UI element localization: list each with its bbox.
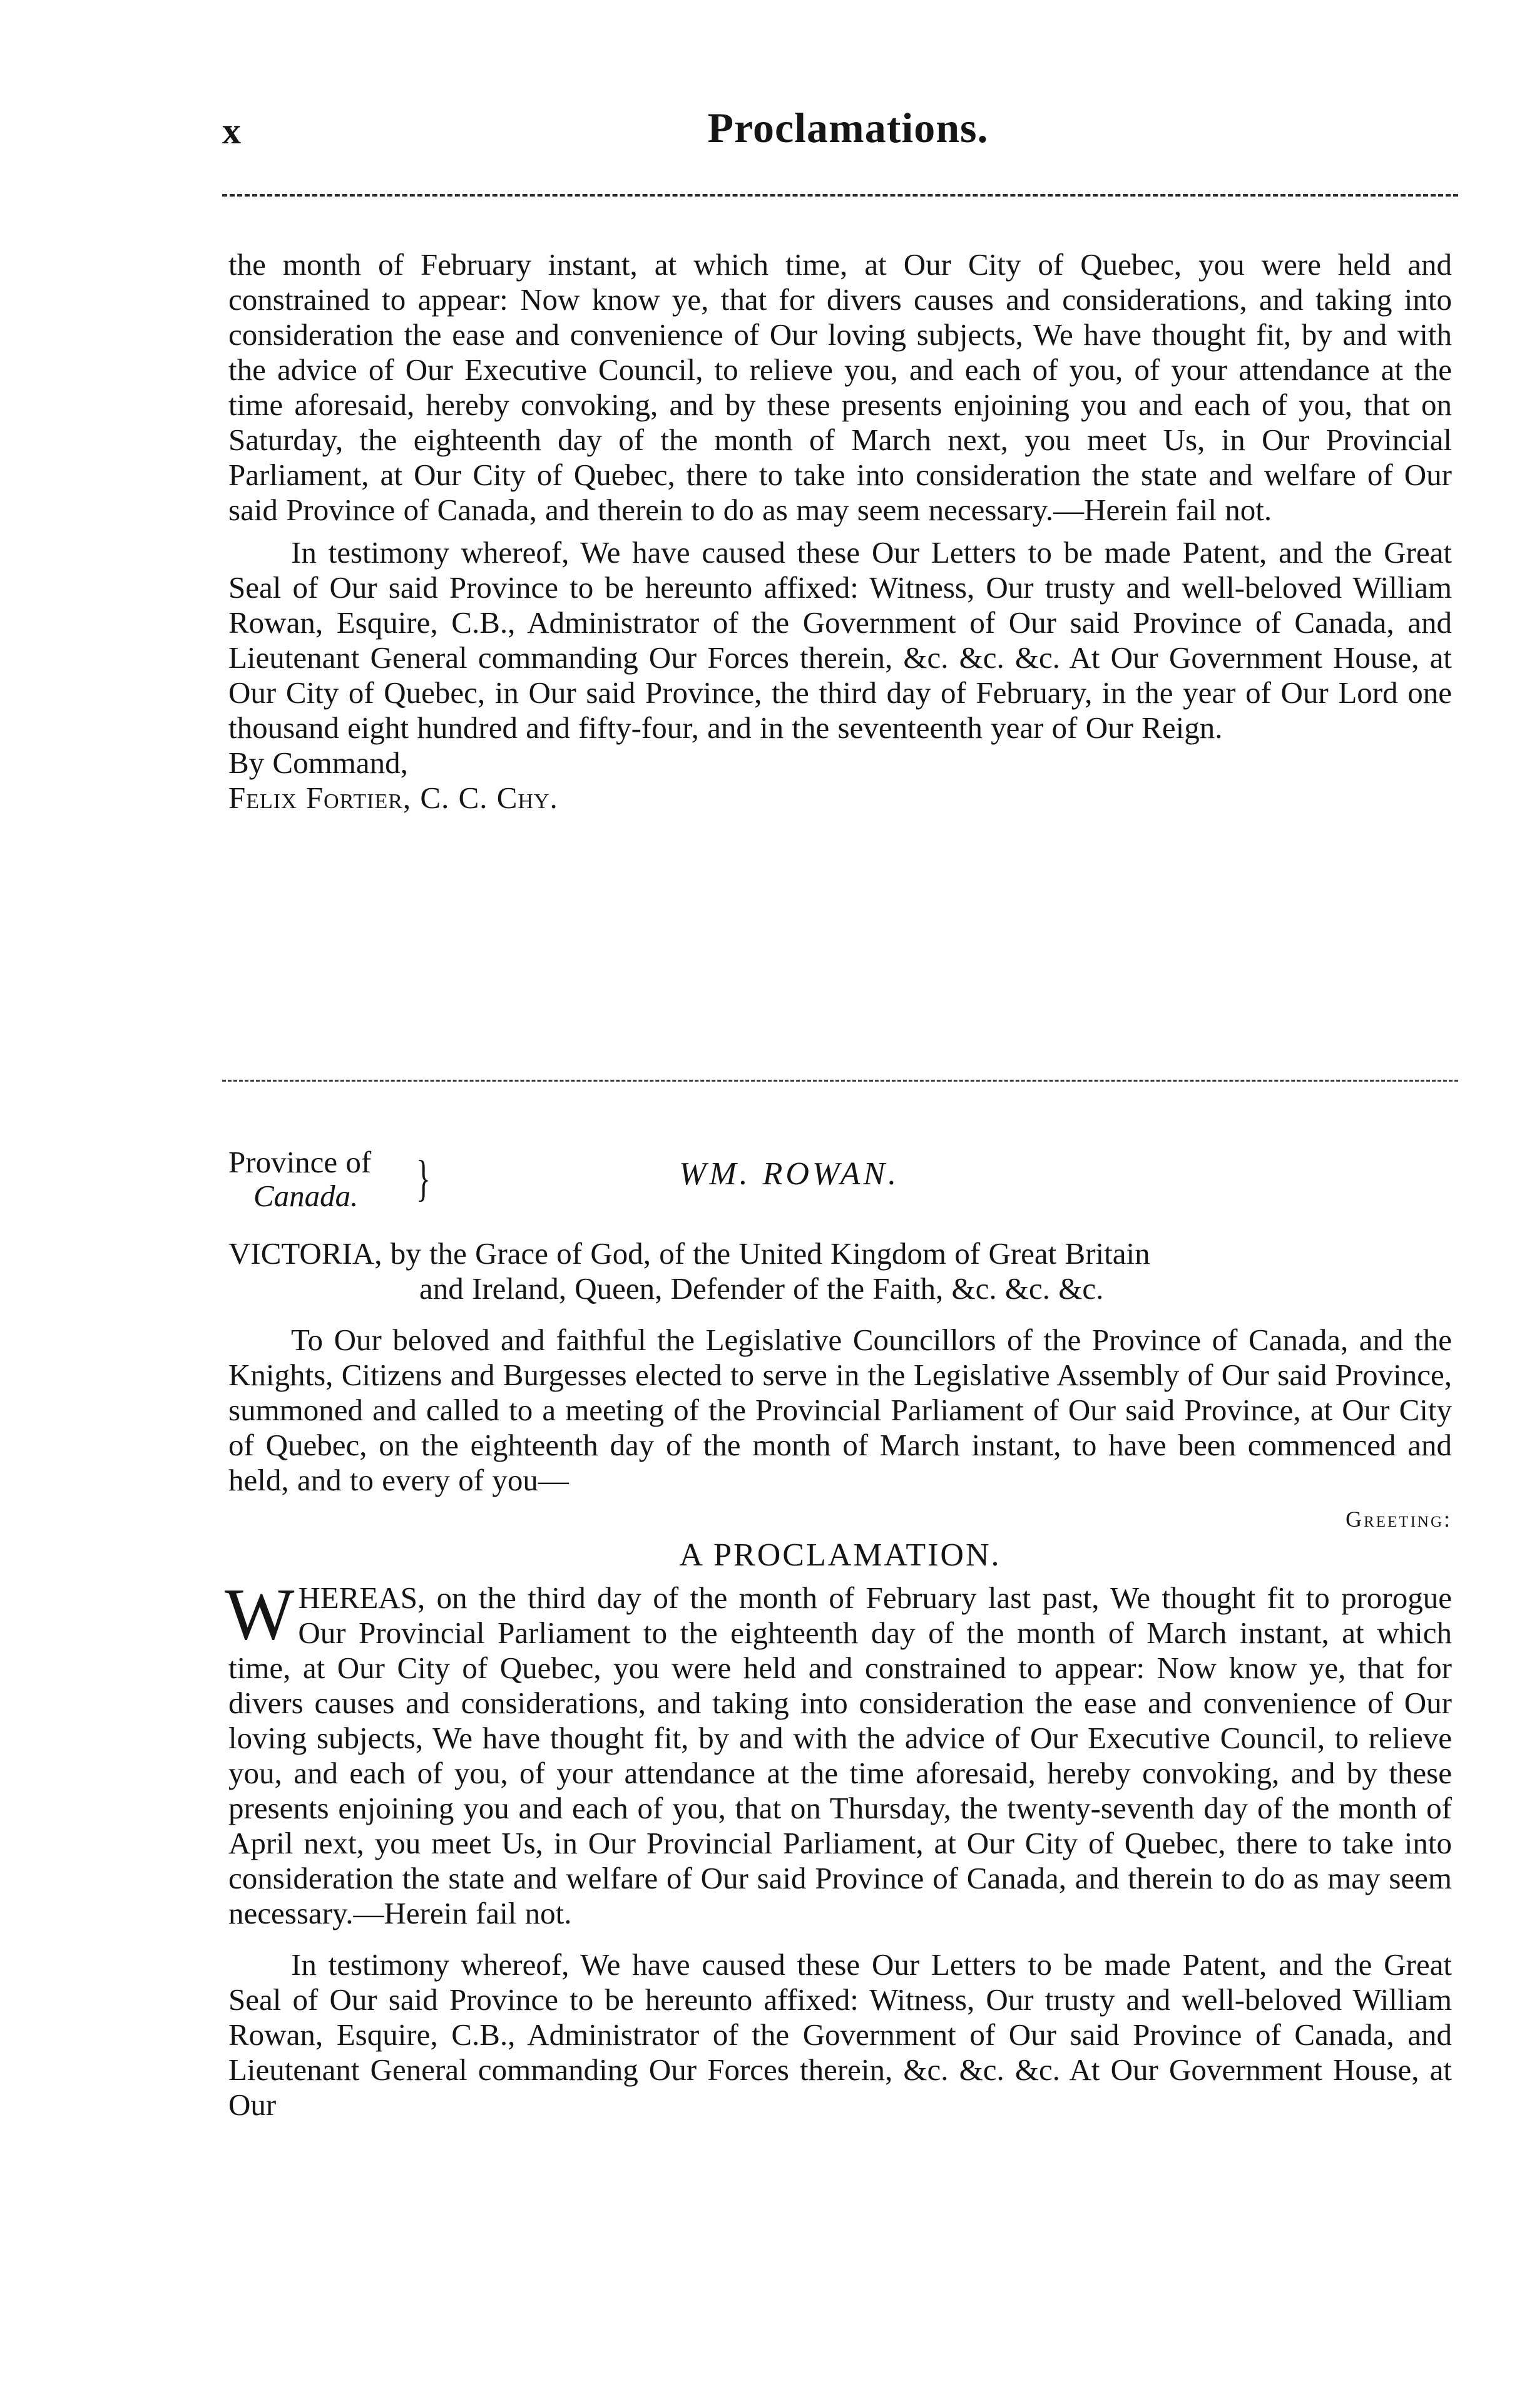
- province-label: [228, 1145, 431, 1213]
- continuation-paragraph: the month of February instant, at which time, at Our City of Quebec, you were held and constrained to appear: Now know ye, that for divers causes and considerations, and taking into consideration the ease and convenience of Our loving subjects, We have thought fit, by and with the advice of Our Executive Council, to relieve you, and each of you, of your attendance at the time aforesaid, hereby convoking, and by these presents enjoining you and each of you, that on Saturday, the eighteenth day of the month of March next, you meet Us, in Our Provincial Parliament, at Our City of Quebec, there to take into consideration the state and welfare of Our said Province of Canada, and therein to do as may seem necessary.—Herein fail not.: [228, 247, 1452, 527]
- province-line-1: Province of: [228, 1145, 372, 1179]
- brace-glyph: }: [416, 1151, 431, 1206]
- page-number: x: [222, 110, 241, 151]
- greeting-line: Greeting:: [1346, 1507, 1452, 1532]
- province-line-2: Canada.: [253, 1179, 359, 1213]
- whereas-text: HEREAS, on the third day of the month of February last past, We thought fit to prorogue Our Provincial Parliament to the eighteenth day of the month of March instant, at which time, at Our City of Quebec, you were held and constrained to appear: Now know ye, that for divers causes and considerations, and taking into consideration the ease and convenience of Our loving subjects, We have thought fit, by and with the advice of Our Executive Council, to relieve you, and each of you, of your attendance at the time aforesaid, hereby convoking, and by these presents enjoining you and each of you, that on Thursday, the twenty-seventh day of the month of April next, you meet Us, in Our Provincial Parliament, at Our City of Quebec, there to take into consideration the state and welfare of Our said Province of Canada, and therein to do as may seem necessary.—Herein fail not.: [228, 1581, 1452, 1930]
- administrator-signature: WM. ROWAN.: [679, 1156, 900, 1192]
- address-paragraph: To Our beloved and faithful the Legislative Councillors of the Province of Canada, and the Knights, Citizens and Burgesses elected to serve in the Legislative Assembly of Our said Province, summoned and called to a meeting of the Provincial Parliament of Our said Province, at Our City of Quebec, on the eighteenth day of the month of March instant, to have been commenced and held, and to every of you—: [228, 1323, 1452, 1497]
- testimony-paragraph: In testimony whereof, We have caused these Our Letters to be made Patent, and the Great Seal of Our said Province to be hereunto affixed: Witness, Our trusty and well-beloved William Rowan, Esquire, C.B., Administrator of the Government of Our said Province of Canada, and Lieutenant General commanding Our Forces therein, &c. &c. &c. At Our Government House, at Our City of Quebec, in Our said Province, the third day of February, in the year of Our Lord one thousand eight hundred and fifty-four, and in the seventeenth year of Our Reign.: [228, 535, 1452, 745]
- drop-cap: W: [225, 1573, 295, 1655]
- proclamation-section-2: [225, 1145, 1452, 2123]
- by-command-line: By Command,: [228, 745, 408, 780]
- testimony-paragraph-2: In testimony whereof, We have caused these Our Letters to be made Patent, and the Great Seal of Our said Province to be hereunto affixed: Witness, Our trusty and well-beloved William Rowan, Esquire, C.B., Administrator of the Government of Our said Province of Canada, and Lieutenant General commanding Our Forces therein, &c. &c. &c. At Our Government House, at Our: [228, 1947, 1452, 2122]
- section-divider: [222, 1080, 1458, 1082]
- royal-style-line-2: and Ireland, Queen, Defender of the Faith, &c. &c. &c.: [419, 1271, 1104, 1306]
- header-rule: [222, 194, 1458, 197]
- whereas-paragraph: [225, 1573, 1452, 1931]
- page-header: [222, 103, 1458, 172]
- royal-style-heading: [228, 1236, 1452, 1306]
- royal-style-line-1: VICTORIA, by the Grace of God, of the United Kingdom of Great Britain: [228, 1236, 1150, 1271]
- running-title: Proclamations.: [707, 104, 989, 151]
- proclamation-title: A PROCLAMATION.: [679, 1537, 1001, 1573]
- province-block: [228, 1145, 1452, 1236]
- proclamation-section-1: [228, 247, 1452, 816]
- signatory-line: Felix Fortier, C. C. Chy.: [228, 781, 558, 815]
